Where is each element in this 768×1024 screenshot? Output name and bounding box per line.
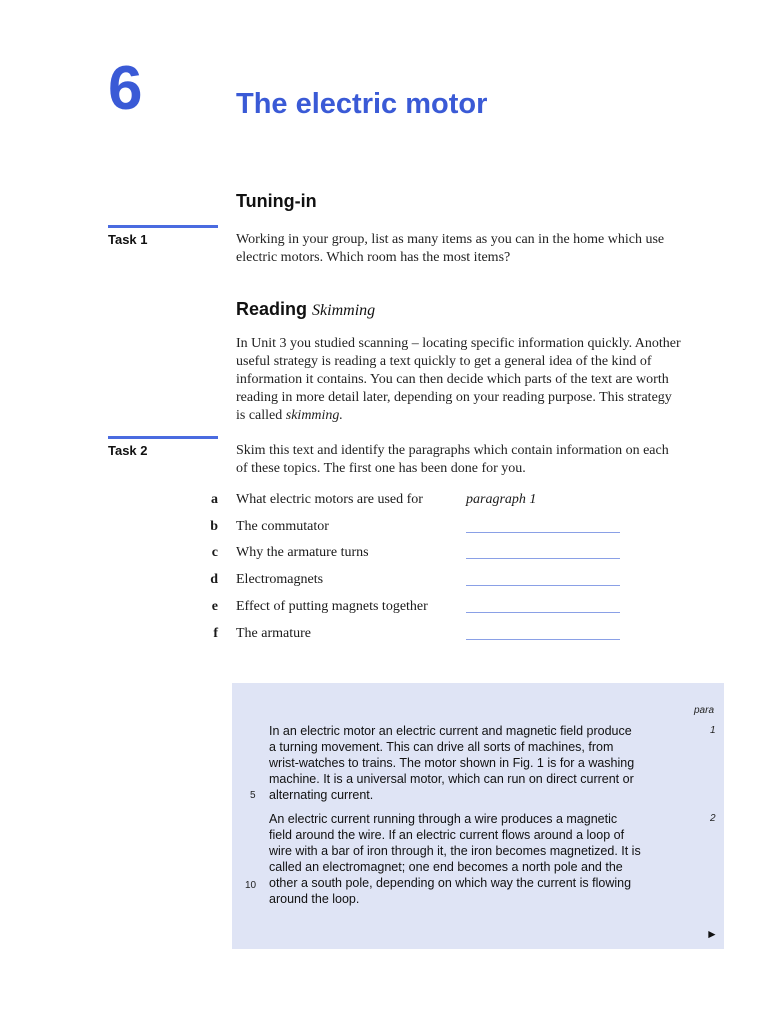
task1-text (236, 231, 736, 267)
passage-line: around the loop. (269, 892, 360, 906)
item-text: Effect of putting magnets together (236, 599, 428, 614)
task1-rule (108, 225, 218, 228)
passage-line: a turning movement. This can drive all sorts of machines, from (269, 740, 614, 754)
reading-text (236, 335, 736, 425)
answer-line[interactable] (466, 532, 620, 533)
item-letter: a (211, 492, 218, 507)
passage-line: wrist-watches to trains. The motor shown in Fig. 1 is for a washing (269, 756, 635, 770)
answer-line[interactable] (466, 558, 620, 559)
reading-line-last (236, 407, 736, 425)
line-number: 5 (250, 790, 256, 801)
passage-line: alternating current. (269, 788, 374, 802)
reading-term: skimming. (285, 408, 343, 423)
item-text: The commutator (236, 519, 329, 534)
passage-line: wire with a bar of iron through it, the iron becomes magnetized. It is (269, 844, 641, 858)
item-text: What electric motors are used for (236, 492, 423, 507)
task2-line: of these topics. The first one has been done for you. (236, 461, 526, 476)
task1-line: electric motors. Which room has the most items? (236, 250, 511, 265)
continue-arrow-icon[interactable]: ► (706, 927, 718, 941)
unit-number: 6 (108, 54, 143, 123)
item-letter: b (210, 519, 218, 534)
passage-line: machine. It is a universal motor, which can run on direct current or (269, 772, 634, 786)
task2-line: Skim this text and identify the paragraphs which contain information on each (236, 443, 669, 458)
reading-heading (236, 300, 375, 319)
answer-line[interactable] (466, 585, 620, 586)
paragraph-number: 1 (710, 725, 716, 736)
reading-line: useful strategy is reading a text quickly to get a general idea of the kind of (236, 354, 652, 369)
passage-line: field around the wire. If an electric current flows around a loop of (269, 828, 625, 842)
task2-label: Task 2 (108, 443, 148, 458)
reading-passage (232, 683, 724, 949)
reading-line: In Unit 3 you studied scanning – locating specific information quickly. Another (236, 336, 681, 351)
reading-line: is called (236, 408, 286, 423)
paragraph-1 (269, 723, 689, 803)
reading-line: information it contains. You can then decide which parts of the text are worth (236, 372, 669, 387)
unit-title: The electric motor (236, 88, 488, 120)
paragraph-number: 2 (710, 813, 716, 824)
task2-rule (108, 436, 218, 439)
line-number: 10 (245, 880, 257, 891)
task2-text (236, 442, 736, 478)
passage-line: called an electromagnet; one end becomes a north pole and the (269, 860, 623, 874)
item-letter: f (213, 626, 218, 641)
reading-subheading: Skimming (312, 302, 376, 319)
task1-line: Working in your group, list as many items as you can in the home which use (236, 232, 665, 247)
para-column-label: para (694, 705, 715, 716)
passage-line: In an electric motor an electric current and magnetic field produce (269, 724, 632, 738)
paragraph-2 (269, 811, 699, 907)
item-text: The armature (236, 626, 312, 641)
tuning-in-heading: Tuning-in (236, 191, 317, 211)
item-text: Why the armature turns (236, 545, 369, 560)
task1-label: Task 1 (108, 232, 148, 247)
item-letter: c (211, 545, 218, 560)
item-letter: e (211, 599, 218, 614)
passage-line: An electric current running through a wire produces a magnetic (269, 812, 618, 826)
answer-line[interactable] (466, 639, 620, 640)
item-text: Electromagnets (236, 572, 324, 587)
item-letter: d (210, 572, 218, 587)
reading-line: reading in more detail later, depending on your reading purpose. This strategy (236, 390, 672, 405)
passage-line: other a south pole, depending on which way the current is flowing (269, 876, 632, 890)
reading-title: Reading (236, 299, 308, 319)
answer-line[interactable] (466, 612, 620, 613)
item-answer: paragraph 1 (466, 492, 537, 507)
